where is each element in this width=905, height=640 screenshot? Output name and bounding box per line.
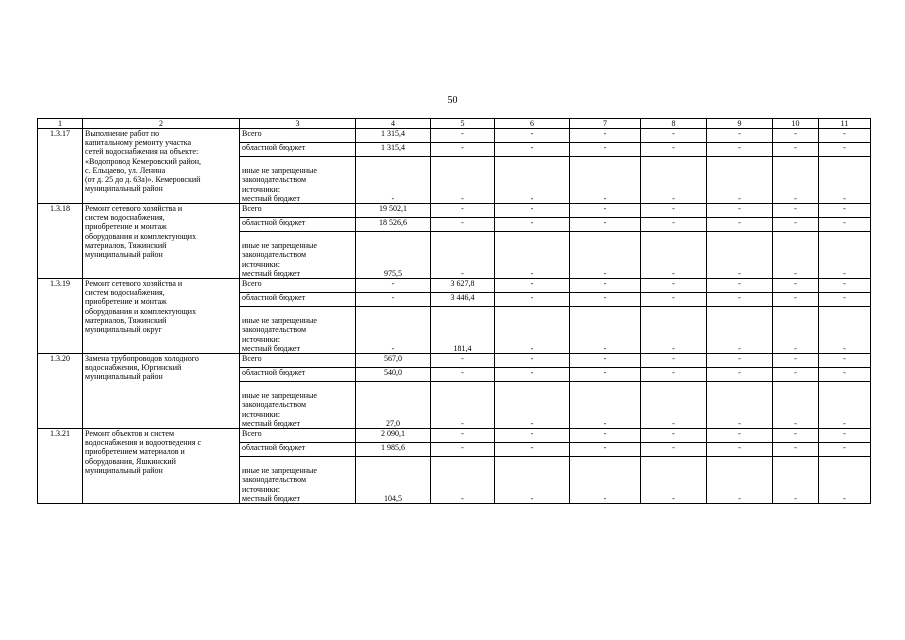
row-name-line: Ремонт объектов и систем: [85, 429, 175, 438]
value-cell: -: [570, 218, 641, 232]
value-cell: -: [773, 129, 819, 143]
value-cell: -: [495, 129, 570, 143]
value-cell: -: [431, 157, 495, 204]
value-cell: -: [431, 382, 495, 429]
value-cell: 19 502,1: [356, 204, 431, 218]
source-total-label: Всего: [240, 429, 356, 443]
value-cell: -: [641, 368, 707, 382]
value-cell: -: [570, 129, 641, 143]
value-cell: 2 090,1: [356, 429, 431, 443]
row-name-line: материалов, Тяжинский: [85, 240, 167, 250]
table-row: [38, 354, 871, 368]
value-cell: -: [641, 157, 707, 204]
source-local-label: [240, 382, 356, 429]
value-cell: -: [570, 354, 641, 368]
value-cell: -: [707, 129, 773, 143]
value-cell: -: [707, 382, 773, 429]
value-cell: -: [819, 129, 871, 143]
value-cell: -: [773, 218, 819, 232]
row-name-line: капитальному ремонту участка: [85, 138, 192, 148]
value-cell: -: [495, 354, 570, 368]
value-cell: 3 446,4: [431, 293, 495, 307]
value-cell: -: [431, 143, 495, 157]
source-label-line: источники:: [242, 334, 280, 344]
value-cell: -: [495, 143, 570, 157]
header-cell: 4: [356, 119, 431, 129]
value-cell: -: [431, 457, 495, 504]
row-name-line: Выполнение работ по: [85, 129, 160, 138]
value-cell: -: [641, 382, 707, 429]
header-cell: 9: [707, 119, 773, 129]
value-cell: -: [819, 218, 871, 232]
row-name-line: «Водопровод Кемеровский район,: [85, 156, 202, 166]
value-cell: 3 627,8: [431, 279, 495, 293]
value-cell: -: [819, 279, 871, 293]
table-row: [38, 279, 871, 293]
source-label-line: источники:: [242, 484, 280, 494]
page-number: 50: [447, 95, 458, 106]
source-regional-label: областной бюджет: [240, 293, 356, 307]
value-cell: -: [641, 129, 707, 143]
source-label-line: законодательством: [242, 325, 307, 335]
source-label-line: местный бюджет: [242, 493, 300, 503]
value-cell: -: [570, 157, 641, 204]
value-cell: -: [495, 382, 570, 429]
row-name-line: оборудования и комплектующих: [85, 306, 197, 316]
row-name-line: муниципальный округ: [85, 324, 162, 334]
row-name: [83, 129, 240, 204]
value-cell: -: [641, 232, 707, 279]
value-cell: -: [641, 143, 707, 157]
value-cell: -: [773, 232, 819, 279]
source-label-line: законодательством: [242, 400, 307, 410]
row-name-line: систем водоснабжения,: [85, 288, 165, 298]
value-cell: -: [819, 204, 871, 218]
source-label-line: источники:: [242, 259, 280, 269]
source-label-line: местный бюджет: [242, 343, 300, 353]
value-cell: -: [819, 157, 871, 204]
value-cell: -: [641, 307, 707, 354]
value-cell: 975,5: [356, 232, 431, 279]
row-name-line: систем водоснабжения,: [85, 213, 165, 223]
value-cell: -: [495, 218, 570, 232]
value-cell: -: [773, 157, 819, 204]
value-cell: -: [431, 218, 495, 232]
row-name-line: Ремонт сетевого хозяйства и: [85, 279, 183, 288]
source-label-line: иные не запрещенные: [242, 316, 317, 326]
value-cell: -: [570, 307, 641, 354]
value-cell: 18 526,6: [356, 218, 431, 232]
value-cell: -: [707, 157, 773, 204]
row-code: 1.3.21: [38, 429, 83, 504]
value-cell: 104,5: [356, 457, 431, 504]
row-code: 1.3.18: [38, 204, 83, 279]
source-label-line: местный бюджет: [242, 418, 300, 428]
budget-table: [37, 118, 871, 504]
value-cell: -: [707, 218, 773, 232]
source-regional-label: областной бюджет: [240, 443, 356, 457]
value-cell: 1 315,4: [356, 129, 431, 143]
value-cell: -: [707, 204, 773, 218]
value-cell: -: [641, 354, 707, 368]
row-name-line: с. Ельцаево, ул. Ленина: [85, 165, 166, 175]
value-cell: -: [570, 443, 641, 457]
value-cell: -: [641, 204, 707, 218]
value-cell: -: [570, 279, 641, 293]
source-local-label: [240, 157, 356, 204]
value-cell: -: [773, 354, 819, 368]
source-label-line: иные не запрещенные: [242, 241, 317, 251]
source-total-label: Всего: [240, 279, 356, 293]
value-cell: -: [707, 457, 773, 504]
value-cell: -: [707, 279, 773, 293]
value-cell: -: [773, 143, 819, 157]
value-cell: -: [431, 232, 495, 279]
value-cell: -: [495, 443, 570, 457]
row-name-line: сетей водоснабжения на объекте:: [85, 147, 199, 157]
value-cell: -: [356, 279, 431, 293]
row-name-line: муниципальный район: [85, 249, 163, 259]
row-name-line: оборудования и комплектующих: [85, 231, 197, 241]
source-regional-label: областной бюджет: [240, 143, 356, 157]
value-cell: -: [431, 129, 495, 143]
value-cell: -: [773, 429, 819, 443]
source-label-line: законодательством: [242, 175, 307, 185]
value-cell: -: [495, 232, 570, 279]
value-cell: -: [570, 293, 641, 307]
row-name-line: Ремонт сетевого хозяйства и: [85, 204, 183, 213]
value-cell: -: [819, 443, 871, 457]
row-name-line: Замена трубопроводов холодного: [85, 354, 199, 363]
row-name-line: оборудования, Яшкинский: [85, 456, 176, 466]
value-cell: 1 985,6: [356, 443, 431, 457]
source-regional-label: областной бюджет: [240, 368, 356, 382]
value-cell: -: [707, 354, 773, 368]
value-cell: -: [495, 429, 570, 443]
row-code: 1.3.20: [38, 354, 83, 429]
source-label-line: иные не запрещенные: [242, 466, 317, 476]
header-cell: 6: [495, 119, 570, 129]
value-cell: -: [570, 232, 641, 279]
row-code: 1.3.17: [38, 129, 83, 204]
value-cell: -: [707, 232, 773, 279]
value-cell: -: [495, 157, 570, 204]
source-label-line: иные не запрещенные: [242, 166, 317, 176]
header-cell: 2: [83, 119, 240, 129]
header-cell: 10: [773, 119, 819, 129]
row-name-line: приобретение и монтаж: [85, 222, 167, 232]
table-body: [38, 129, 871, 504]
value-cell: -: [819, 368, 871, 382]
header-cell: 1: [38, 119, 83, 129]
value-cell: -: [495, 204, 570, 218]
value-cell: -: [641, 293, 707, 307]
value-cell: -: [819, 354, 871, 368]
value-cell: -: [773, 293, 819, 307]
source-label-line: законодательством: [242, 475, 307, 485]
value-cell: -: [431, 368, 495, 382]
source-label-line: местный бюджет: [242, 193, 300, 203]
header-cell: 3: [240, 119, 356, 129]
value-cell: -: [707, 443, 773, 457]
row-name-line: материалов, Тяжинский: [85, 315, 167, 325]
value-cell: -: [819, 143, 871, 157]
header-row: [38, 119, 871, 129]
source-label-line: иные не запрещенные: [242, 391, 317, 401]
value-cell: -: [707, 307, 773, 354]
row-name: [83, 429, 240, 504]
value-cell: -: [773, 457, 819, 504]
value-cell: -: [819, 232, 871, 279]
row-name-line: приобретением материалов и: [85, 447, 185, 457]
source-label-line: источники:: [242, 409, 280, 419]
source-label-line: источники:: [242, 184, 280, 194]
value-cell: 27,0: [356, 382, 431, 429]
value-cell: -: [570, 368, 641, 382]
table-row: [38, 129, 871, 143]
table-row: [38, 429, 871, 443]
value-cell: -: [819, 293, 871, 307]
source-label-line: местный бюджет: [242, 268, 300, 278]
value-cell: -: [431, 204, 495, 218]
value-cell: -: [570, 143, 641, 157]
source-local-label: [240, 457, 356, 504]
value-cell: 1 315,4: [356, 143, 431, 157]
value-cell: -: [431, 429, 495, 443]
value-cell: 181,4: [431, 307, 495, 354]
value-cell: -: [641, 429, 707, 443]
value-cell: 540,0: [356, 368, 431, 382]
header-cell: 5: [431, 119, 495, 129]
value-cell: -: [570, 204, 641, 218]
header-cell: 8: [641, 119, 707, 129]
value-cell: -: [570, 429, 641, 443]
source-label-line: законодательством: [242, 250, 307, 260]
value-cell: -: [773, 279, 819, 293]
value-cell: -: [773, 307, 819, 354]
value-cell: -: [641, 218, 707, 232]
value-cell: -: [431, 354, 495, 368]
value-cell: -: [495, 368, 570, 382]
value-cell: -: [570, 457, 641, 504]
row-name-line: (от д. 25 до д. 63а)». Кемеровский: [85, 174, 201, 184]
row-name: [83, 279, 240, 354]
source-total-label: Всего: [240, 354, 356, 368]
row-name-line: муниципальный район: [85, 372, 163, 382]
value-cell: -: [495, 293, 570, 307]
value-cell: -: [495, 307, 570, 354]
source-local-label: [240, 307, 356, 354]
source-total-label: Всего: [240, 129, 356, 143]
table-row: [38, 204, 871, 218]
value-cell: -: [570, 382, 641, 429]
source-total-label: Всего: [240, 204, 356, 218]
value-cell: -: [641, 279, 707, 293]
value-cell: -: [773, 382, 819, 429]
value-cell: -: [707, 143, 773, 157]
value-cell: -: [707, 368, 773, 382]
row-name: [83, 354, 240, 429]
row-code: 1.3.19: [38, 279, 83, 354]
value-cell: -: [641, 457, 707, 504]
row-name-line: водоснабжения, Юргинский: [85, 363, 182, 373]
row-name-line: муниципальный район: [85, 465, 163, 475]
value-cell: -: [707, 293, 773, 307]
header-cell: 7: [570, 119, 641, 129]
value-cell: -: [495, 457, 570, 504]
row-name-line: приобретение и монтаж: [85, 297, 167, 307]
value-cell: -: [819, 382, 871, 429]
value-cell: -: [641, 443, 707, 457]
value-cell: -: [773, 204, 819, 218]
source-local-label: [240, 232, 356, 279]
value-cell: -: [495, 279, 570, 293]
value-cell: -: [819, 307, 871, 354]
value-cell: -: [356, 157, 431, 204]
value-cell: -: [819, 457, 871, 504]
value-cell: 567,0: [356, 354, 431, 368]
value-cell: -: [819, 429, 871, 443]
row-name: [83, 204, 240, 279]
value-cell: -: [356, 293, 431, 307]
header-cell: 11: [819, 119, 871, 129]
value-cell: -: [773, 368, 819, 382]
source-regional-label: областной бюджет: [240, 218, 356, 232]
value-cell: -: [356, 307, 431, 354]
value-cell: -: [431, 443, 495, 457]
row-name-line: водоснабжения и водоотведения с: [85, 438, 202, 448]
value-cell: -: [707, 429, 773, 443]
row-name-line: муниципальный район: [85, 184, 163, 194]
value-cell: -: [773, 443, 819, 457]
